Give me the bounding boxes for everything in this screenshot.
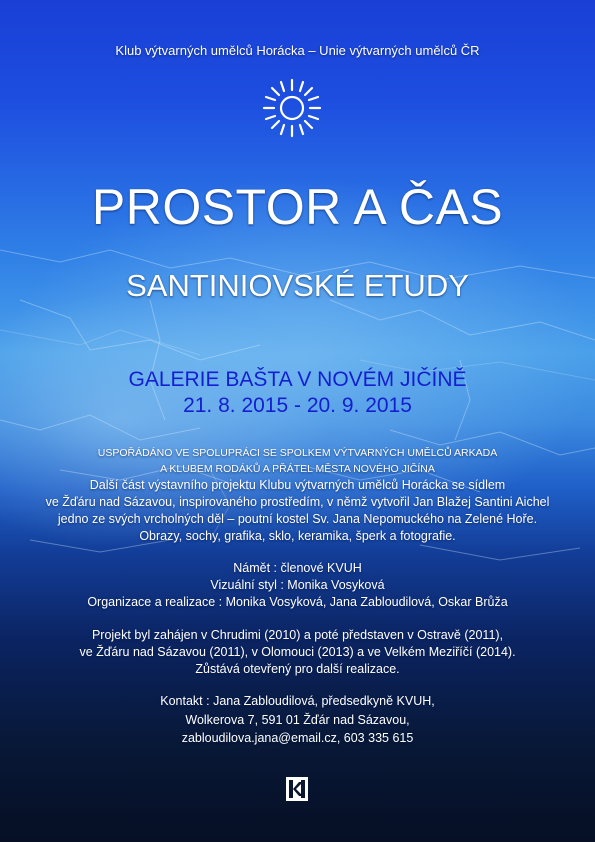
exhibition-title: PROSTOR A ČAS [91,179,504,235]
exhibition-subtitle: SANTINIOVSKÉ ETUDY [126,268,469,303]
description-line: Další část výstavního projektu Klubu výtvarných umělců Horácka se sídlem [89,478,506,492]
sun-icon [262,78,322,138]
contact-line: zabloudilova.jana@email.cz, 603 335 615 [181,731,414,745]
description-line: jedno ze svých vrcholných děl – poutní kostel Sv. Jana Nepomuckého na Zelené Hoře. [57,512,538,526]
kvuh-logo-icon [286,777,308,801]
credit-line: Organizace a realizace : Monika Vosyková, Jana Zabloudilová, Oskar Brůža [87,595,508,609]
venue-name: GALERIE BAŠTA V NOVÉM JIČÍNĚ [128,368,467,391]
history-line: Projekt byl zahájen v Chrudimi (2010) a poté představen v Ostravě (2011), [91,628,504,642]
exhibition-dates: 21. 8. 2015 - 20. 9. 2015 [183,394,412,417]
credit-line: Vizuální styl : Monika Vosyková [210,578,385,592]
cooperation-line: USPOŘÁDÁNO VE SPOLUPRÁCI SE SPOLKEM VÝTVARNÝCH UMĚLCŮ ARKADA [97,447,498,459]
cooperation-line: A KLUBEM RODÁKŮ A PŘÁTEL MĚSTA NOVÉHO JIČÍNA [160,463,435,475]
description-line: ve Žďáru nad Sázavou, inspirovaného prostředím, v němž vytvořil Jan Blažej Santini Aichel [45,495,550,509]
description-line: Obrazy, sochy, grafika, sklo, keramika, šperk a fotografie. [139,529,456,543]
contact-line: Kontakt : Jana Zabloudilová, předsedkyně KVUH, [160,694,435,708]
credit-line: Námět : členové KVUH [233,561,362,575]
history-line: ve Žďáru nad Sázavou (2011), v Olomouci (2013) a ve Velkém Meziříčí (2014). [79,645,516,659]
contact-line: Wolkerova 7, 591 01 Žďár nad Sázavou, [185,713,410,727]
history-line: Zůstává otevřený pro další realizace. [195,662,400,676]
organizer-header: Klub výtvarných umělců Horácka – Unie výtvarných umělců ČR [115,43,480,58]
